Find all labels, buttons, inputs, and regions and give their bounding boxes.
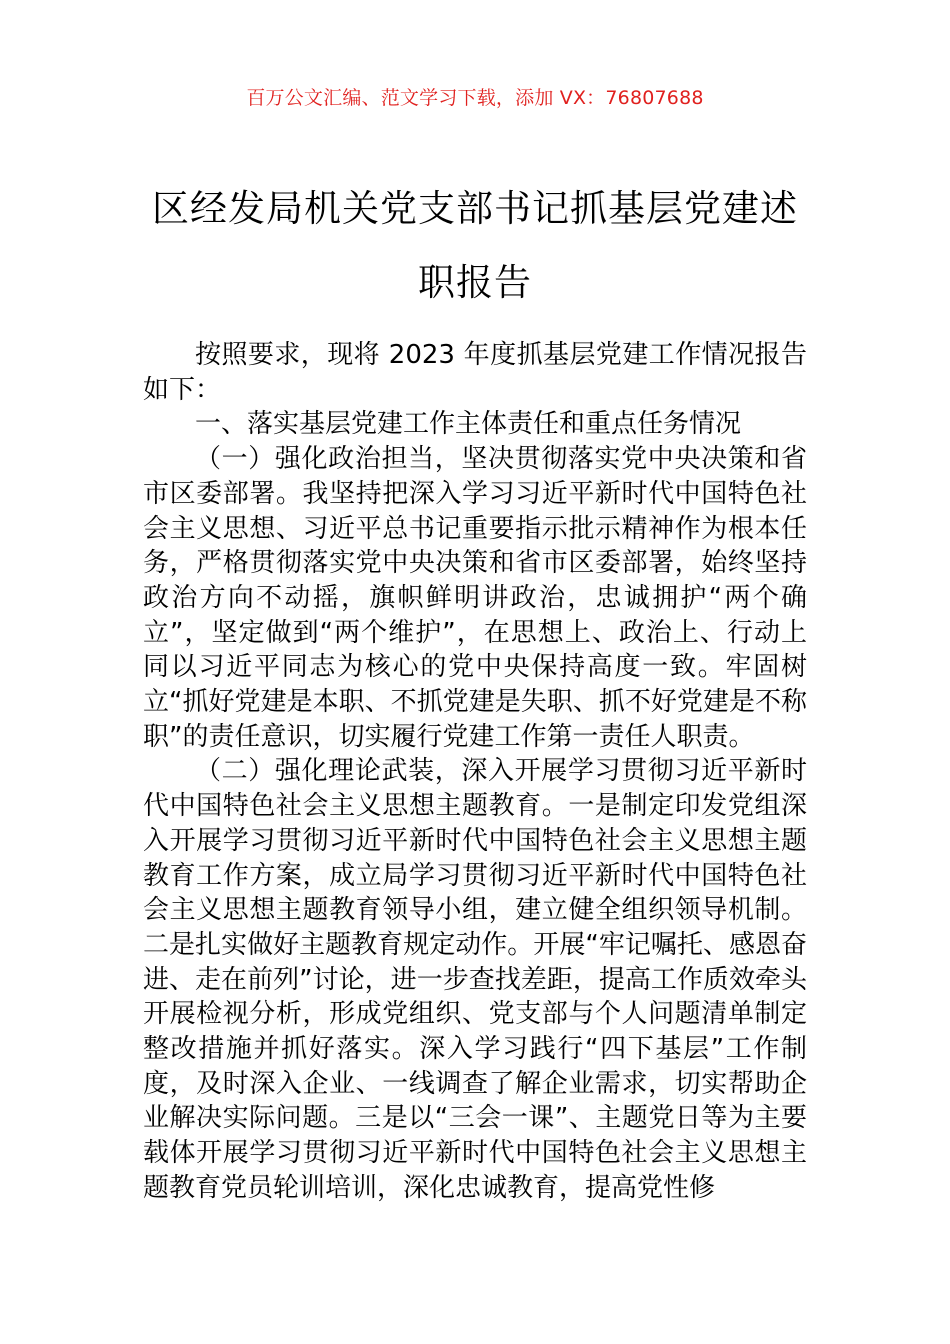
header-watermark-note: 百万公文汇编、范文学习下载，添加 VX：76807688 bbox=[246, 87, 704, 109]
body-paragraph: （一）强化政治担当，坚决贯彻落实党中央决策和省市区委部署。我坚持把深入学习习近平新时代中国特色社会主义思想、习近平总书记重要指示批示精神作为根本任务，严格贯彻落实党中央决策和省市区委部署，始终坚持政治方向不动摇，旗帜鲜明讲政治，忠诚拥护“两个确立”，坚定做到“两个维护”，在思想上、政治上、行动上同以习近平同志为核心的党中央保持高度一致。牢固树立“抓好党建是本职、不抓党建是失职、抓不好党建是不称职”的责任意识，切实履行党建工作第一责任人职责。 bbox=[143, 444, 807, 752]
section-heading: 一、落实基层党建工作主体责任和重点任务情况 bbox=[195, 409, 742, 440]
intro-paragraph: 按照要求，现将 2023 年度抓基层党建工作情况报告如下： bbox=[143, 340, 807, 405]
document-title: 区经发局机关党支部书记抓基层党建述职报告 bbox=[152, 187, 798, 304]
body-paragraph: （二）强化理论武装，深入开展学习贯彻习近平新时代中国特色社会主义思想主题教育。一是制定印发党组深入开展学习贯彻习近平新时代中国特色社会主义思想主题教育工作方案，成立局学习贯彻习近平新时代中国特色社会主义思想主题教育领导小组，建立健全组织领导机制。二是扎实做好主题教育规定动作。开展“牢记嘱托、感恩奋进、走在前列”讨论，进一步查找差距，提高工作质效牵头开展检视分析，形成党组织、党支部与个人问题清单制定整改措施并抓好落实。深入学习践行“四下基层”工作制度，及时深入企业、一线调查了解企业需求，切实帮助企业解决实际问题。三是以“三会一课”、主题党日等为主要载体开展学习贯彻习近平新时代中国特色社会主义思想主题教育党员轮训培训，深化忠诚教育，提高党性修 bbox=[143, 756, 807, 1203]
document-body bbox=[143, 338, 807, 1206]
